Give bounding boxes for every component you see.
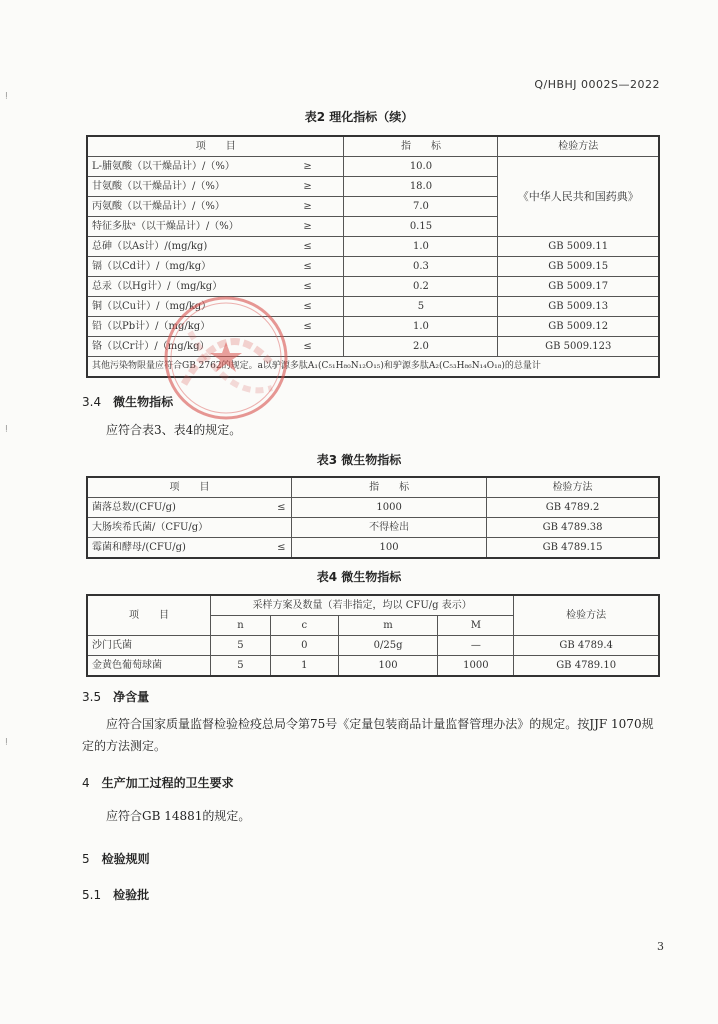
col-header-item: 项 目 [87, 136, 344, 157]
page-number: 3 [657, 940, 664, 953]
table-subheader-row: n c m M [87, 616, 659, 636]
table-row: 金黄色葡萄球菌 5 1 100 1000 GB 4789.10 [87, 656, 659, 677]
section-5-1-heading: 5.1 检验批 [82, 888, 150, 902]
table-row: L-脯氨酸（以干燥品计）/（%） ≥ 10.0 《中华人民共和国药典》 [87, 157, 659, 177]
section-4-heading: 4 生产加工过程的卫生要求 [82, 776, 234, 790]
table-row: 丙氨酸（以干燥品计）/（%） ≥ 7.0 [87, 197, 659, 217]
table3-caption: 表3 微生物指标 [316, 453, 402, 467]
table3 [86, 476, 660, 559]
col-header-index: 指 标 [344, 136, 498, 157]
document-code: Q/HBHJ 0002S—2022 [534, 78, 660, 91]
table-row: 霉菌和酵母/(CFU/g) ≤ 100 GB 4789.15 [87, 538, 659, 559]
col-header-sampling-plan: 采样方案及数量（若非指定，均以 CFU/g 表示） [211, 595, 514, 616]
table-row: 总砷（以As计）/(mg/kg) ≤ 1.0 GB 5009.11 [87, 237, 659, 257]
margin-mark: ǃ [5, 738, 8, 748]
table-row: 铬（以Cr计）/（mg/kg） ≤ 2.0 GB 5009.123 [87, 337, 659, 357]
table-row: 总汞（以Hg计）/（mg/kg） ≤ 0.2 GB 5009.17 [87, 277, 659, 297]
section-5-heading: 5 检验规则 [82, 852, 150, 866]
col-header-index: 指 标 [292, 477, 487, 498]
table2-caption: 表2 理化指标（续） [304, 110, 414, 124]
table-row: 沙门氏菌 5 0 0/25g — GB 4789.4 [87, 636, 659, 656]
section-4-text: 应符合GB 14881的规定。 [106, 809, 251, 823]
table2-footnote: 其他污染物限量应符合GB 2762的规定。a以驴源多肽A₁(C₅₁H₈₀N₁₂O₁₅)和驴源多肽A₂(C₅₃H₈₆N₁₄O₁₈)的总量计 [87, 357, 659, 378]
col-header-method: 检验方法 [487, 477, 659, 498]
table-row: 铅（以Pb计）/（mg/kg） ≤ 1.0 GB 5009.12 [87, 317, 659, 337]
col-header-item: 项 目 [87, 477, 292, 498]
section-3-4-heading: 3.4 微生物指标 [82, 395, 174, 409]
col-header-item: 项 目 [87, 595, 211, 636]
table-row: 大肠埃希氏菌/（CFU/g） 不得检出 GB 4789.38 [87, 518, 659, 538]
official-seal-stamp [160, 292, 292, 424]
table-header-row [87, 477, 659, 498]
margin-mark: ǃ [5, 92, 8, 102]
margin-mark: ǃ [5, 425, 8, 435]
merged-method-cell: 《中华人民共和国药典》 [498, 157, 659, 237]
section-3-5-heading: 3.5 净含量 [82, 690, 150, 704]
col-header-method: 检验方法 [498, 136, 659, 157]
table4 [86, 594, 660, 677]
table-row: 镉（以Cd计）/（mg/kg） ≤ 0.3 GB 5009.15 [87, 257, 659, 277]
table-header-row [87, 595, 659, 616]
table-row: 菌落总数/(CFU/g) ≤ 1000 GB 4789.2 [87, 498, 659, 518]
table-row: 特征多肽ᵃ（以干燥品计）/（%） ≥ 0.15 [87, 217, 659, 237]
table-row: 铜（以Cu计）/（mg/kg） ≤ 5 GB 5009.13 [87, 297, 659, 317]
section-3-5-text: 应符合国家质量监督检验检疫总局令第75号《定量包装商品计量监督管理办法》的规定。按JJF 1070规定的方法测定。 [82, 717, 654, 753]
table-row: 甘氨酸（以干燥品计）/（%） ≥ 18.0 [87, 177, 659, 197]
table4-caption: 表4 微生物指标 [316, 570, 402, 584]
col-header-method: 检验方法 [514, 595, 659, 636]
table-header-row [87, 136, 659, 157]
section-3-4-text: 应符合表3、表4的规定。 [106, 423, 242, 437]
